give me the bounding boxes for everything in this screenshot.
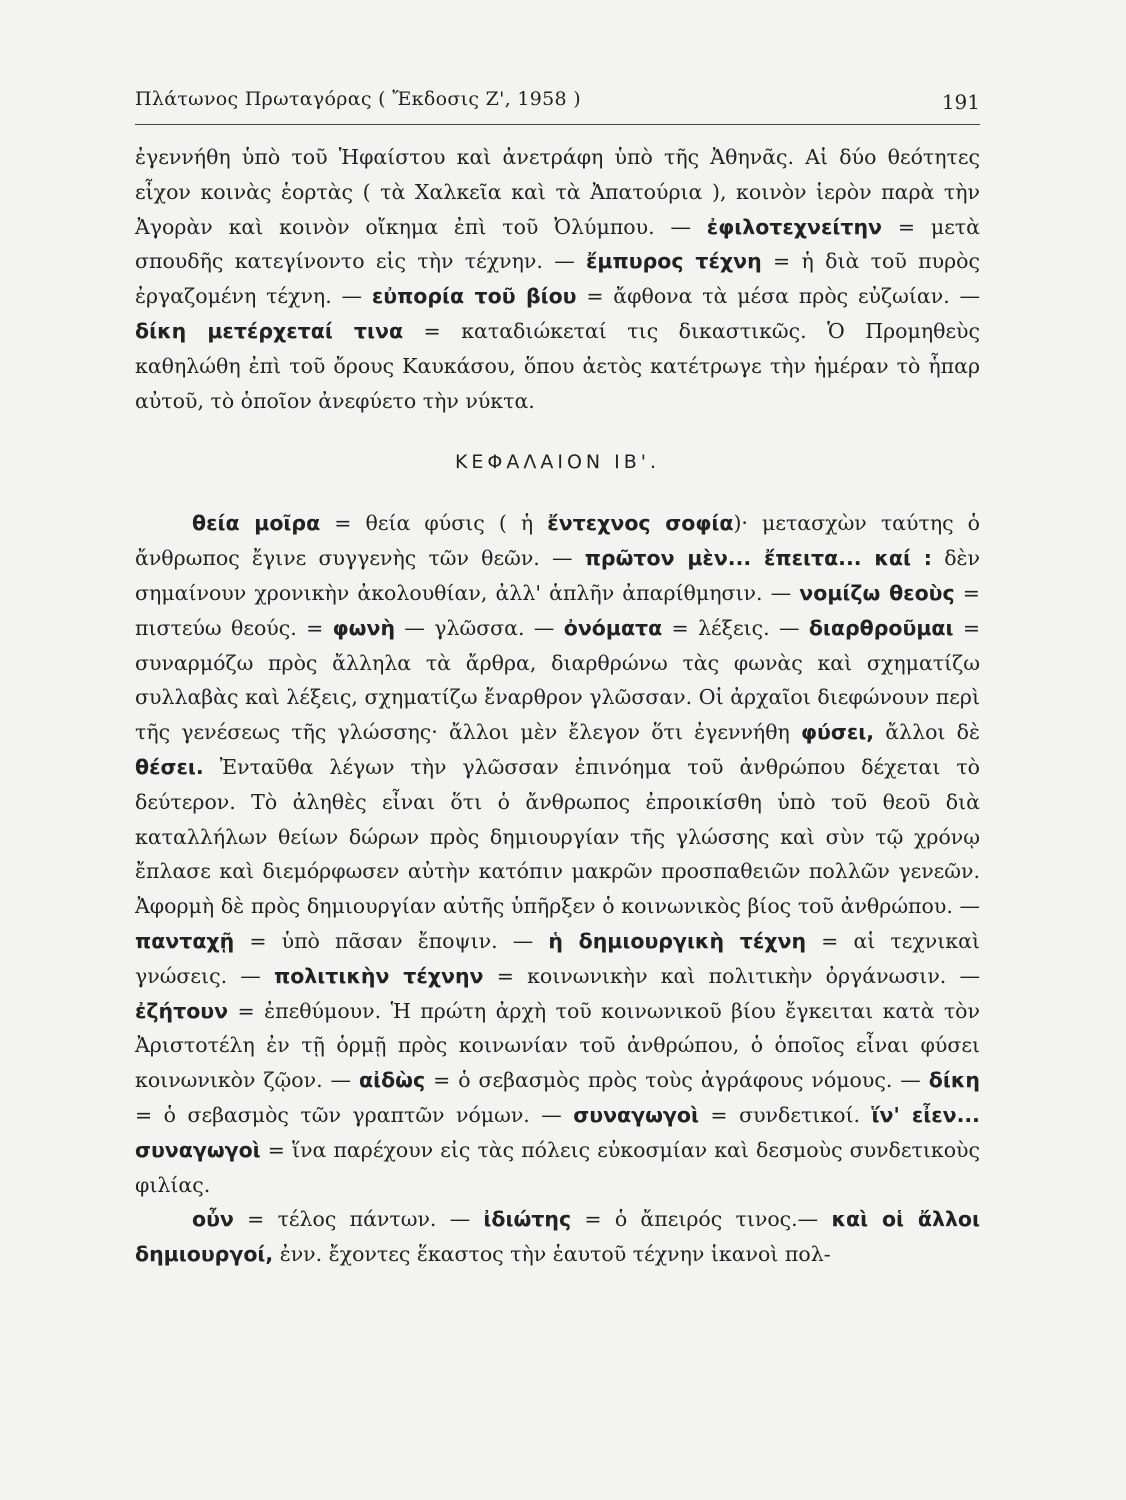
text: = αἱ τεχνικαὶ γνώσεις. — bbox=[135, 928, 981, 988]
text: = ὁ ἄπειρός τινος.— bbox=[571, 1207, 832, 1232]
term: φωνὴ bbox=[332, 615, 396, 640]
term: ἡ δημιουργικὴ τέχνη bbox=[548, 928, 807, 953]
text: = ὁ σεβασμὸς τῶν γραπτῶν νόμων. — bbox=[135, 1102, 574, 1127]
term: θέσει. bbox=[135, 754, 204, 779]
page-number: 191 bbox=[941, 90, 980, 114]
text: )· μετασχὼν ταύτης ὁ ἄνθρωπος ἔγινε συγγενὴς τῶν θεῶν. — bbox=[135, 511, 980, 571]
text: = ἐπεθύμουν. Ἡ πρώτη ἀρχὴ τοῦ κοινωνικοῦ βίου ἔγκειται κατὰ τὸν Ἀριστοτέλη ἐν τῇ ὁρμῇ πρὸς κοινωνίαν τοῦ ἀνθρώπου, ὁ ὁποῖος εἶναι φύσει κοινωνικὸν ζῷον. — bbox=[135, 998, 980, 1093]
text: — γλῶσσα. — bbox=[395, 615, 564, 640]
text: ἄλλοι δὲ bbox=[874, 720, 980, 745]
term: συναγωγοὶ bbox=[573, 1102, 699, 1127]
text: = θεία φύσις ( ἡ bbox=[320, 511, 548, 536]
header-title: Πλάτωνος Πρωταγόρας ( Ἔκδοσις Ζ', 1958 ) bbox=[135, 88, 581, 110]
text: = συνδετικοί. bbox=[698, 1102, 872, 1127]
term: εὐπορία τοῦ βίου bbox=[371, 284, 577, 309]
term: ἔντεχνος σοφία bbox=[547, 511, 734, 536]
term: θεία μοῖρα bbox=[192, 511, 321, 536]
running-header bbox=[135, 88, 980, 125]
text: = ὁ σεβασμὸς πρὸς τοὺς ἀγράφους νόμους. — bbox=[425, 1068, 929, 1093]
text: = τέλος πάντων. — bbox=[233, 1207, 484, 1232]
term: νομίζω θεοὺς bbox=[799, 580, 955, 605]
chapter-heading: ΚΕΦΑΛΑΙΟΝ ΙΒ'. bbox=[454, 451, 661, 474]
term: ἐφιλοτεχνείτην bbox=[706, 214, 883, 239]
paragraph-1 bbox=[135, 140, 980, 418]
paragraph-3 bbox=[135, 1202, 980, 1272]
text: = μετὰ σπουδῆς κατεγίνοντο εἰς τὴν τέχνην. — bbox=[135, 214, 980, 274]
term: φύσει, bbox=[801, 720, 875, 745]
text: Ἐνταῦθα λέγων τὴν γλῶσσαν ἐπινόημα τοῦ ἀνθρώπου δέχεται τὸ δεύτερον. Τὸ ἀληθὲς εἶναι ὅτι ὁ ἄνθρωπος ἐπροικίσθη ὑπὸ τοῦ θεοῦ διὰ καταλλήλων θείων δώρων πρὸς δημιουργίαν τῆς γλώσσης καὶ σὺν τῷ χρόνῳ ἔπλασε καὶ διεμόρφωσεν αὐτὴν κατόπιν μακρῶν προσπαθειῶν πολλῶν γενεῶν. Ἀφορμὴ δὲ πρὸς δημιουργίαν αὐτῆς ὑπῆρξεν ὁ κοινωνικὸς βίος τοῦ ἀνθρώπου. — bbox=[135, 754, 980, 919]
term: ἔμπυρος τέχνη bbox=[586, 249, 762, 274]
term: ὀνόματα bbox=[563, 615, 663, 640]
text: = καταδιώκεταί τις δικαστικῶς. Ὁ Προμηθεὺς καθηλώθη ἐπὶ τοῦ ὄρους Καυκάσου, ὅπου ἀετὸς κατέτρωγε τὴν ἡμέραν τὸ ἧπαρ αὐτοῦ, τὸ ὁποῖον ἀνεφύετο τὴν νύκτα. bbox=[135, 318, 981, 413]
text: = ὑπὸ πᾶσαν ἔποψιν. — bbox=[234, 928, 549, 953]
text: = πιστεύω θεούς. = bbox=[135, 580, 980, 640]
text: ἐγεννήθη ὑπὸ τοῦ Ἡφαίστου καὶ ἀνετράφη ὑπὸ τῆς Ἀθηνᾶς. Αἱ δύο θεότητες εἶχον κοινὰς ἑορτὰς ( τὰ Χαλκεῖα καὶ τὰ Ἀπατούρια ), κοινὸν ἱερὸν παρὰ τὴν Ἀγορὰν καὶ κοινὸν οἴκημα ἐπὶ τοῦ Ὀλύμπου. — bbox=[135, 145, 980, 239]
text: ἐνν. ἔχοντες ἕκαστος τὴν ἑαυτοῦ τέχνην ἱκανοὶ πολ- bbox=[273, 1242, 831, 1267]
paragraph-2 bbox=[135, 506, 980, 1202]
term: αἰδὼς bbox=[359, 1068, 426, 1093]
term: ἐζήτουν bbox=[135, 998, 229, 1023]
text: = λέξεις. — bbox=[662, 615, 809, 640]
term: πολιτικὴν τέχνην bbox=[274, 963, 484, 988]
page-body bbox=[135, 140, 980, 1272]
text: = ἡ διὰ τοῦ πυρὸς ἐργαζομένη τέχνη. — bbox=[135, 249, 980, 309]
text: = ἵνα παρέχουν εἰς τὰς πόλεις εὐκοσμίαν καὶ δεσμοὺς συνδετικοὺς φιλίας. bbox=[135, 1137, 980, 1197]
text: = ἄφθονα τὰ μέσα πρὸς εὐζωίαν. — bbox=[576, 284, 980, 309]
term: δίκη bbox=[928, 1068, 980, 1093]
term: πανταχῇ bbox=[135, 928, 235, 953]
term: οὖν bbox=[192, 1207, 234, 1232]
text: = συναρμόζω πρὸς ἄλληλα τὰ ἄρθρα, διαρθρώνω τὰς φωνὰς καὶ σχηματίζω συλλαβὰς καὶ λέξεις, σχηματίζω ἔναρθρον γλῶσσαν. Οἱ ἀρχαῖοι διεφώνουν περὶ τῆς γενέσεως τῆς γλώσσης· ἄλλοι μὲν ἔλεγον ὅτι ἐγεννήθη bbox=[135, 615, 981, 745]
term: διαρθροῦμαι bbox=[808, 615, 954, 640]
term: πρῶτον μὲν... ἔπειτα... καί : bbox=[584, 546, 932, 571]
term: δίκη μετέρχεταί τινα bbox=[135, 318, 404, 343]
term: καὶ οἱ ἄλλοι δημιουργοί, bbox=[135, 1207, 980, 1267]
text: δὲν σημαίνουν χρονικὴν ἀκολουθίαν, ἀλλ' ἁπλῆν ἀπαρίθμησιν. — bbox=[135, 546, 980, 605]
term: ἵν' εἶεν... συναγωγοὶ bbox=[135, 1102, 980, 1162]
term: ἰδιώτης bbox=[483, 1207, 572, 1232]
text: = κοινωνικὴν καὶ πολιτικὴν ὀργάνωσιν. — bbox=[483, 963, 980, 988]
